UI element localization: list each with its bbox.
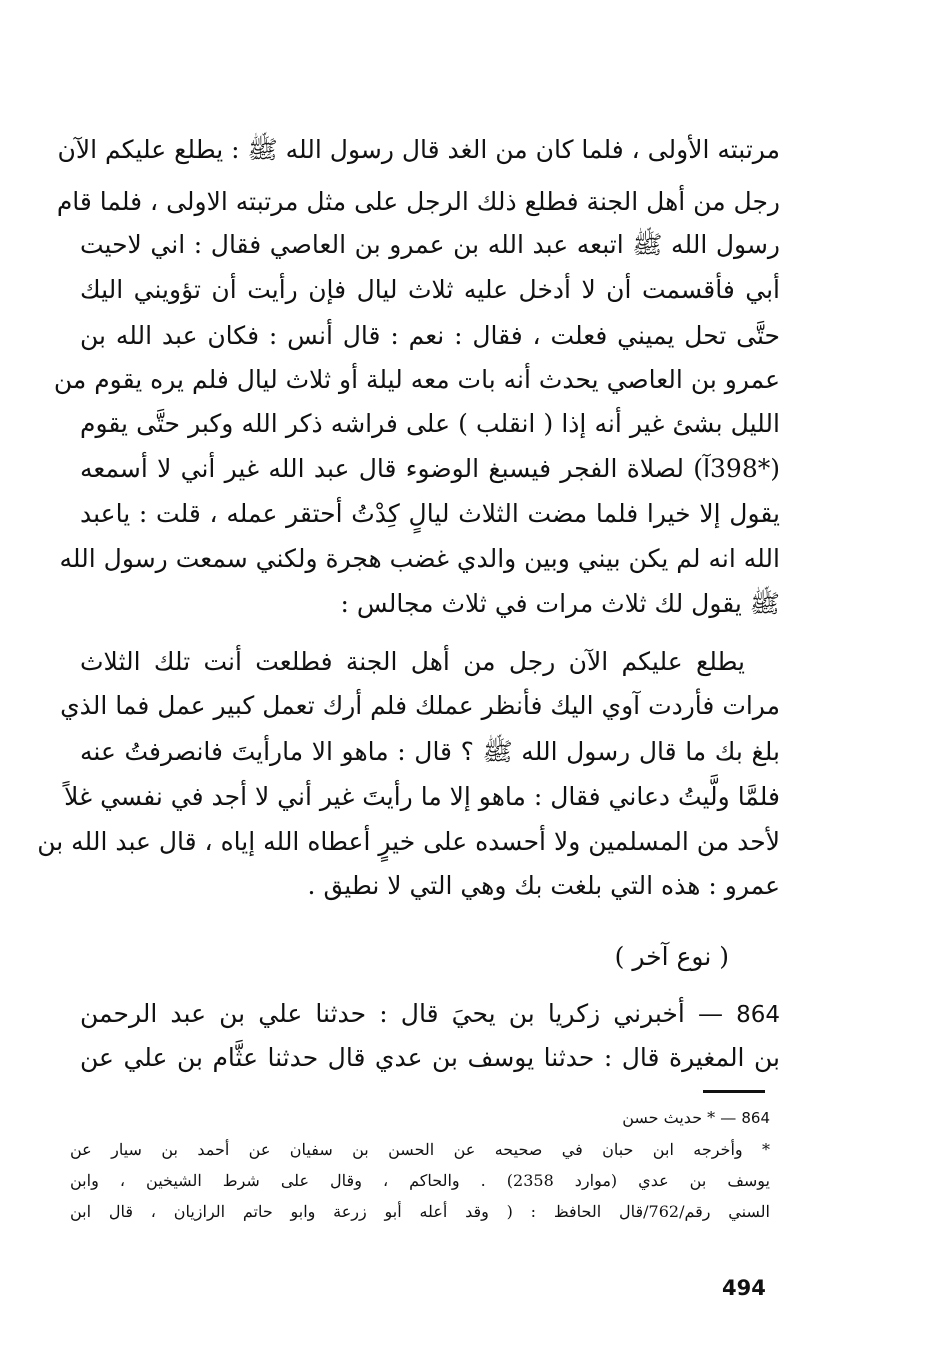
footnote-line: السني رقم/762/قال الحافظ : ( وقد أعله أبو زرعة وابو حاتم الرازيان ، قال ابن [70, 1202, 771, 1221]
hadith-line: بن المغيرة قال : حدثنا يوسف بن عدي قال حدثنا عثَّام بن علي عن [80, 1043, 780, 1072]
text-line: فلمَّا ولَّيتُ دعاني فقال : ماهو إلا ما رأيتَ غير أني لا أجد في نفسي غلاً [64, 782, 780, 811]
text-line: أبي فأقسمت أن لا أدخل عليه ثلاث ليال فإن رأيت أن تؤويني اليك [80, 275, 780, 304]
hadith-number: 864 [736, 1002, 780, 1028]
text-line: يطلع عليكم الآن رجل من أهل الجنة فطلعت أنت تلك الثلاث [80, 647, 745, 676]
hadith-line [80, 992, 780, 1037]
text-line: عمرو بن العاصي يحدث أنه بات معه ليلة أو ثلاث ليال فلم يره يقوم من [53, 365, 780, 394]
footnote-separator [703, 1090, 765, 1093]
footnote-line [70, 1104, 770, 1132]
text-line: الليل بشئ غير أنه إذا ( انقلب ) على فراشه ذكر الله وكبر حتَّى يقوم [80, 409, 780, 438]
footnote-line: يوسف بن عدي (موارد 2358) . والحاكم ، وقال على شرط الشيخين ، وابن [70, 1171, 771, 1190]
hadith-text: — أخبرني زكريا بن يحيَ قال : حدثنا علي بن عبد الرحمن [80, 999, 723, 1028]
footnote-line: * وأخرجه ابن حبان في صحيحه عن الحسن بن سفيان عن أحمد بن سيار عن [70, 1140, 770, 1159]
text-line: حتَّى تحل يميني فعلت ، فقال : نعم : قال أنس : فكان عبد الله بن [80, 321, 780, 350]
text-line: رجل من أهل الجنة فطلع ذلك الرجل على مثل مرتبته الاولى ، فلما قام [56, 187, 780, 216]
text-line: ﷺ يقول لك ثلاث مرات في ثلاث مجالس : [340, 589, 780, 618]
text-line: رسول الله ﷺ اتبعه عبد الله بن عمرو بن العاصي فقال : اني لاحيت [80, 230, 780, 259]
section-heading: ( نوع آخر ) [614, 942, 729, 971]
text-line: مرات فأردت آوي اليك فأنظر عملك فلم أرك تعمل كبير عمل فما الذي [60, 691, 780, 720]
text-line: الله انه لم يكن بيني وبين والدي غضب هجرة ولكني سمعت رسول الله [59, 544, 780, 573]
text-line: يقول إلا خيرا فلما مضت الثلاث ليالٍ كِدْتُ أحتقر عمله ، قلت : ياعبد [80, 499, 780, 528]
page-number: 494 [722, 1276, 766, 1300]
text-line: (*398آ) لصلاة الفجر فيسبغ الوضوء قال عبد الله غير أني لا أسمعه [80, 454, 780, 483]
text-line: عمرو : هذه التي بلغت بك وهي التي لا نطيق . [307, 871, 780, 900]
text-line: لأحد من المسلمين ولا أحسده على خيرٍ أعطاه الله إياه ، قال عبد الله بن [37, 827, 780, 856]
footnote-number: 864 [741, 1109, 770, 1127]
footnote-text: — * حديث حسن [622, 1108, 737, 1127]
text-line: بلغ بك ما قال رسول الله ﷺ ؟ قال : ماهو الا مارأيتَ فانصرفتُ عنه [80, 737, 780, 766]
text-line: مرتبته الأولى ، فلما كان من الغد قال رسول الله ﷺ : يطلع عليكم الآن [57, 135, 780, 164]
